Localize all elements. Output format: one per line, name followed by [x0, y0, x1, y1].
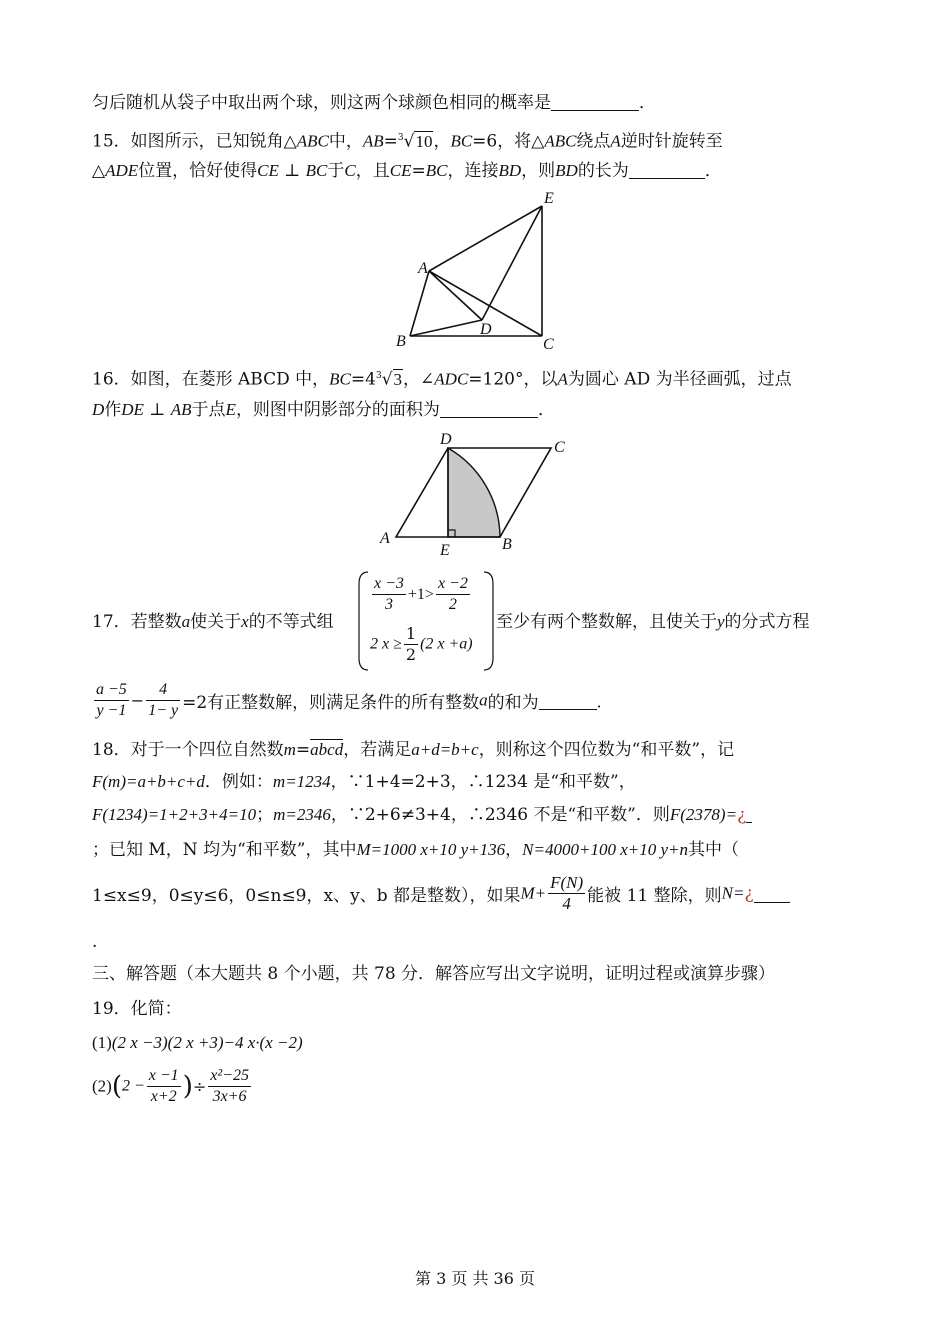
left-brace: [356, 570, 370, 672]
q18-line4: ；已知 M，N 均为“和平数”，其中M=1000 x+10 y+136，N=4000+100 x+10 y+n其中（: [92, 840, 739, 860]
answer-blank-15: [629, 160, 705, 179]
section-3-heading: 三、解答题（本大题共 8 个小题，共 78 分．解答应写出文字说明，证明过程或演算步骤）: [92, 964, 776, 984]
q15-line1: 15．如图所示，已知锐角△ABC中，AB=$^3$√10，BC=6，将△ABC绕点A逆时针旋转至: [92, 131, 723, 152]
label-E: E: [440, 542, 450, 559]
q18-line3: F(1234)=1+2+3+4=10；m=2346，∵2+6≠3+4，∴2346 不是“和平数”．则F(2378)=¿: [92, 803, 752, 827]
label-E: E: [544, 190, 554, 207]
label-A: A: [418, 260, 428, 277]
answer-blank-18: [754, 884, 790, 903]
answer-blank-16: [440, 399, 538, 418]
q17-line1-left: 17．若整数a使关于x的不等式组: [92, 612, 334, 632]
label-A: A: [380, 530, 390, 547]
q15-figure: [390, 188, 570, 350]
line-top: 匀后随机从袋子中取出两个球，则这两个球颜色相同的概率是 ．: [92, 93, 656, 113]
label-D: D: [480, 321, 492, 338]
label-C: C: [543, 336, 554, 350]
right-brace: [482, 570, 496, 672]
page-footer: 第 3 页 共 36 页: [415, 1269, 535, 1288]
label-D: D: [440, 431, 452, 448]
q18-line1: 18．对于一个四位自然数m=abcd，若满足a+d=b+c，则称这个四位数为“和平数”，记: [92, 740, 735, 760]
label-B: B: [396, 333, 406, 350]
answer-blank-14: [551, 92, 639, 111]
q17-line1-right: 至少有两个整数解，且使关于y的分式方程: [496, 612, 810, 632]
q17-ineq2: 2 x ≥ $\frac{1}{2}$ (2 x +a): [370, 624, 473, 664]
q18-line2: F(m)=a+b+c+d．例如：m=1234，∵1+4=2+3，∴1234 是“和平数”，: [92, 772, 636, 792]
q17-ineq1: $\frac{x -3}{3}$ +1> $\frac{x -2}{2}$: [374, 575, 468, 613]
q19-title: 19．化简：: [92, 999, 182, 1019]
label-B: B: [502, 536, 512, 553]
label-C: C: [554, 439, 565, 456]
q16-line2: D作DE ⊥ AB于点E，则图中阴影部分的面积为 ．: [92, 400, 555, 420]
q16-line1: 16．如图，在菱形 ABCD 中，$BC=4^3√3$，∠ADC=120°，以A为圆心 AD 为半径画弧，过点: [92, 369, 792, 390]
answer-blank-17: [539, 691, 597, 710]
q18-line5: 1≤x≤9，0≤y≤6，0≤n≤9，x、y、b 都是整数），如果M+ $\frac{F(N)}{4}$ 能被 11 整除，则N=¿: [92, 873, 790, 914]
q19-part2: (2)(2 − $\frac{x -1}{x+2}$ )÷ $\frac{\text{x²−25}}{3x+6}$: [92, 1067, 249, 1105]
q18-line6: .: [92, 932, 98, 952]
q19-part1: (1)(2 x −3)(2 x +3)−4 x·(x −2): [92, 1033, 303, 1052]
q15-line2: △ADE位置，恰好使得CE ⊥ BC于C，且CE=BC，连接BD，则BD的长为 ．: [92, 161, 722, 181]
q16-figure: [376, 428, 576, 560]
q17-line2: $\frac{a -5}{y -1}$ − $\frac{4}{1- y}$ =2有正整数解，则满足条件的所有整数a的和为 ．: [96, 681, 613, 719]
